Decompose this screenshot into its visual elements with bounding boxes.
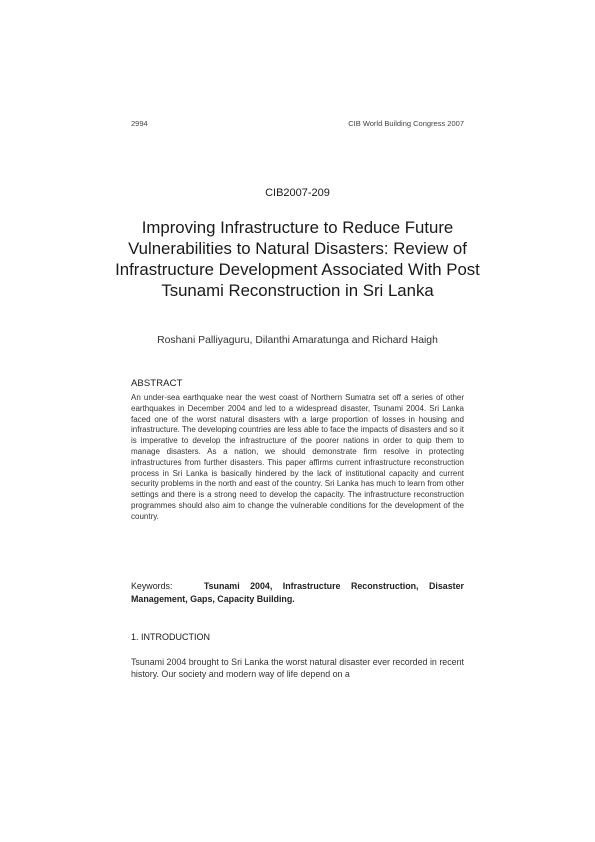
paper-id: CIB2007-209 [265, 187, 330, 199]
keywords-label: Keywords: [131, 581, 173, 591]
keywords [131, 580, 464, 606]
paper-authors: Roshani Palliyaguru, Dilanthi Amaratunga and Richard Haigh [157, 335, 438, 346]
paper-title: Improving Infrastructure to Reduce Future Vulnerabilities to Natural Disasters: Review of Infrastructure Development Associated With Post Tsunami Reconstruction in Sri Lanka [115, 218, 480, 300]
page-number: 2994 [131, 119, 148, 128]
introduction-body: Tsunami 2004 brought to Sri Lanka the worst natural disaster ever recorded in recent history. Our society and modern way of life depend on a [131, 657, 464, 679]
introduction-heading: 1. INTRODUCTION [131, 632, 211, 642]
keywords-value: Tsunami 2004, Infrastructure Reconstruction, Disaster Management, Gaps, Capacity Building. [131, 581, 464, 604]
conference-name: CIB World Building Congress 2007 [348, 119, 464, 128]
abstract-heading: ABSTRACT [131, 378, 183, 389]
abstract-body: An under-sea earthquake near the west coast of Northern Sumatra set off a series of other earthquakes in December 2004 and led to a widespread disaster, Tsunami 2004. Sri Lanka faced one of the worst natural disasters with a large proportion of losses in housing and infrastructure. The developing countries are less able to face the impacts of disasters and so it is imperative to develop the infrastructure of the poorer nations in order to quip them to manage disasters. As a nation, we should demonstrate firm resolve in protecting infrastructures from further disasters. This paper affirms current infrastructure reconstruction process in Sri Lanka is basically hindered by the lack of institutional capacity and current security problems in the north and east of the country. Sri Lanka has much to learn from other settings and there is a strong need to develop the capacity. The infrastructure reconstruction programmes should also aim to change the vulnerable conditions for the development of the country. [131, 393, 464, 521]
